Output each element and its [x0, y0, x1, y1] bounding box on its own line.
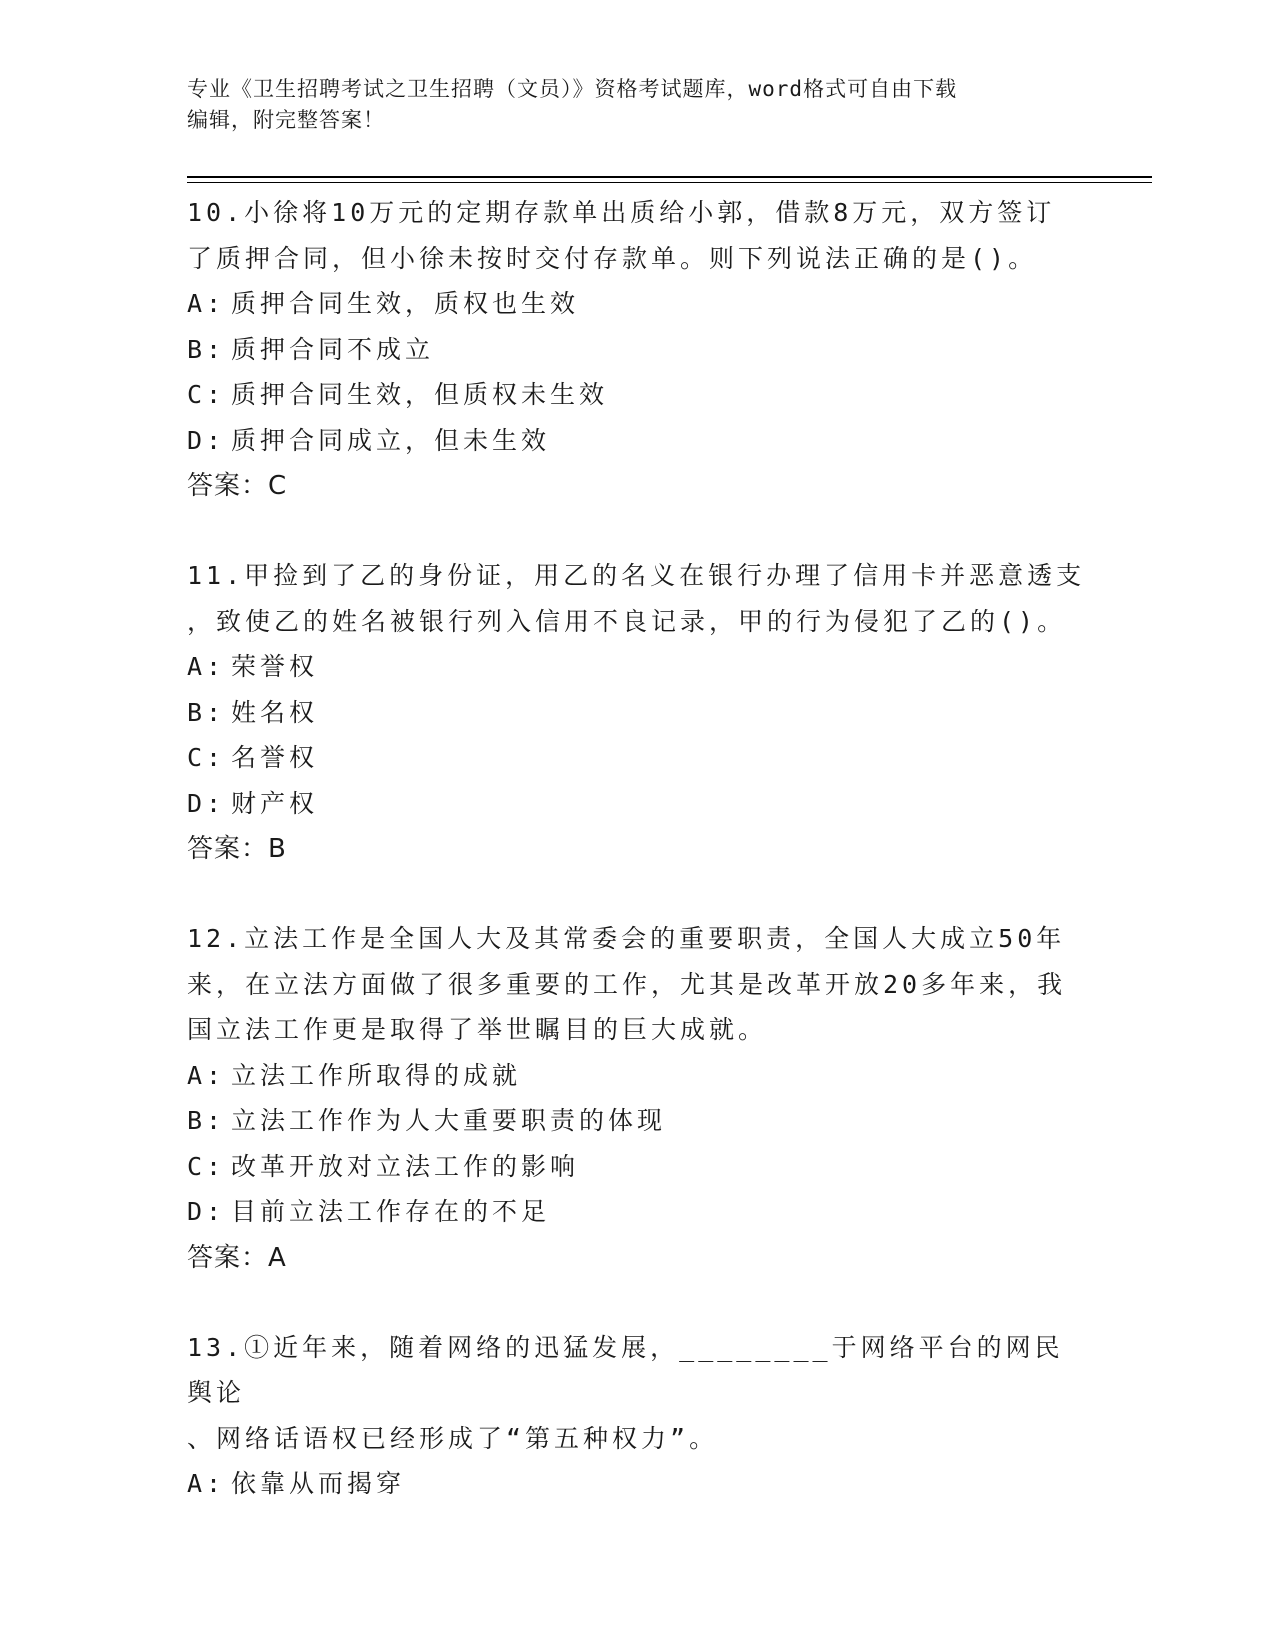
option-text: 立法工作所取得的成就: [231, 1060, 522, 1090]
question-spacer: [187, 509, 1087, 553]
question-10: [187, 190, 1087, 509]
option-d: [187, 781, 1087, 827]
option-key: C:: [187, 1151, 226, 1181]
option-key: B:: [187, 697, 226, 727]
option-c: [187, 1144, 1087, 1190]
option-b: [187, 690, 1087, 736]
option-key: A:: [187, 289, 226, 318]
question-spacer: [187, 872, 1087, 916]
option-a: [187, 1053, 1087, 1099]
header-divider-thick: [187, 176, 1152, 178]
option-text: 目前立法工作存在的不足: [231, 1197, 551, 1226]
option-text: 财产权: [231, 788, 319, 818]
question-stem-line: 10.小徐将10万元的定期存款单出质给小郭，借款8万元，双方签订: [187, 198, 1056, 227]
option-c: [187, 735, 1087, 781]
option-a: [187, 644, 1087, 690]
option-key: C:: [187, 743, 226, 772]
question-stem-line: 国立法工作更是取得了举世瞩目的巨大成就。: [187, 1015, 768, 1044]
option-d: [187, 1189, 1087, 1235]
option-key: C:: [187, 380, 226, 409]
question-13: [187, 1325, 1087, 1507]
question-stem-line: 11.甲捡到了乙的身份证，用乙的名义在银行办理了信用卡并恶意透支: [187, 561, 1086, 590]
option-key: A:: [187, 652, 226, 681]
option-text: 质押合同生效，质权也生效: [231, 289, 580, 318]
option-key: B:: [187, 334, 226, 364]
question-list: [187, 190, 1087, 1507]
option-key: B:: [187, 1106, 226, 1135]
header-line-2: 编辑，附完整答案！: [187, 108, 385, 132]
question-spacer: [187, 1281, 1087, 1325]
option-text: 依靠从而揭穿: [231, 1469, 406, 1498]
option-text: 名誉权: [231, 743, 319, 772]
option-c: [187, 372, 1087, 418]
option-a: [187, 281, 1087, 327]
option-key: D:: [187, 425, 226, 455]
question-stem-line: 、网络话语权已经形成了“第五种权力”。: [187, 1423, 719, 1453]
question-11: [187, 553, 1087, 872]
option-a: [187, 1461, 1087, 1507]
answer-line: 答案：C: [187, 471, 288, 501]
answer-line: 答案：B: [187, 834, 287, 864]
question-12: [187, 916, 1087, 1281]
option-d: [187, 418, 1087, 464]
option-text: 立法工作作为人大重要职责的体现: [231, 1106, 667, 1135]
document-header: [187, 74, 1087, 136]
header-divider-thin: [187, 182, 1152, 183]
option-text: 姓名权: [231, 697, 319, 727]
option-b: [187, 327, 1087, 373]
option-key: A:: [187, 1469, 226, 1498]
question-stem-line: 来，在立法方面做了很多重要的工作，尤其是改革开放20多年来，我: [187, 969, 1067, 999]
header-line-1: 专业《卫生招聘考试之卫生招聘（文员）》资格考试题库，word格式可自由下载: [187, 77, 958, 101]
option-key: A:: [187, 1060, 226, 1090]
option-key: D:: [187, 1197, 226, 1226]
question-stem-line: 12.立法工作是全国人大及其常委会的重要职责，全国人大成立50年: [187, 924, 1066, 953]
option-b: [187, 1098, 1087, 1144]
question-stem-line: 13.①近年来，随着网络的迅猛发展，________于网络平台的网民舆论: [187, 1332, 1064, 1407]
option-text: 质押合同生效，但质权未生效: [231, 380, 609, 409]
option-text: 质押合同成立，但未生效: [231, 425, 551, 455]
option-text: 改革开放对立法工作的影响: [231, 1151, 580, 1181]
option-key: D:: [187, 788, 226, 818]
answer-line: 答案：A: [187, 1242, 287, 1273]
question-stem-line: ，致使乙的姓名被银行列入信用不良记录，甲的行为侵犯了乙的()。: [187, 606, 1067, 636]
option-text: 质押合同不成立: [231, 334, 435, 364]
question-stem-line: 了质押合同，但小徐未按时交付存款单。则下列说法正确的是()。: [187, 243, 1038, 273]
option-text: 荣誉权: [231, 652, 319, 681]
